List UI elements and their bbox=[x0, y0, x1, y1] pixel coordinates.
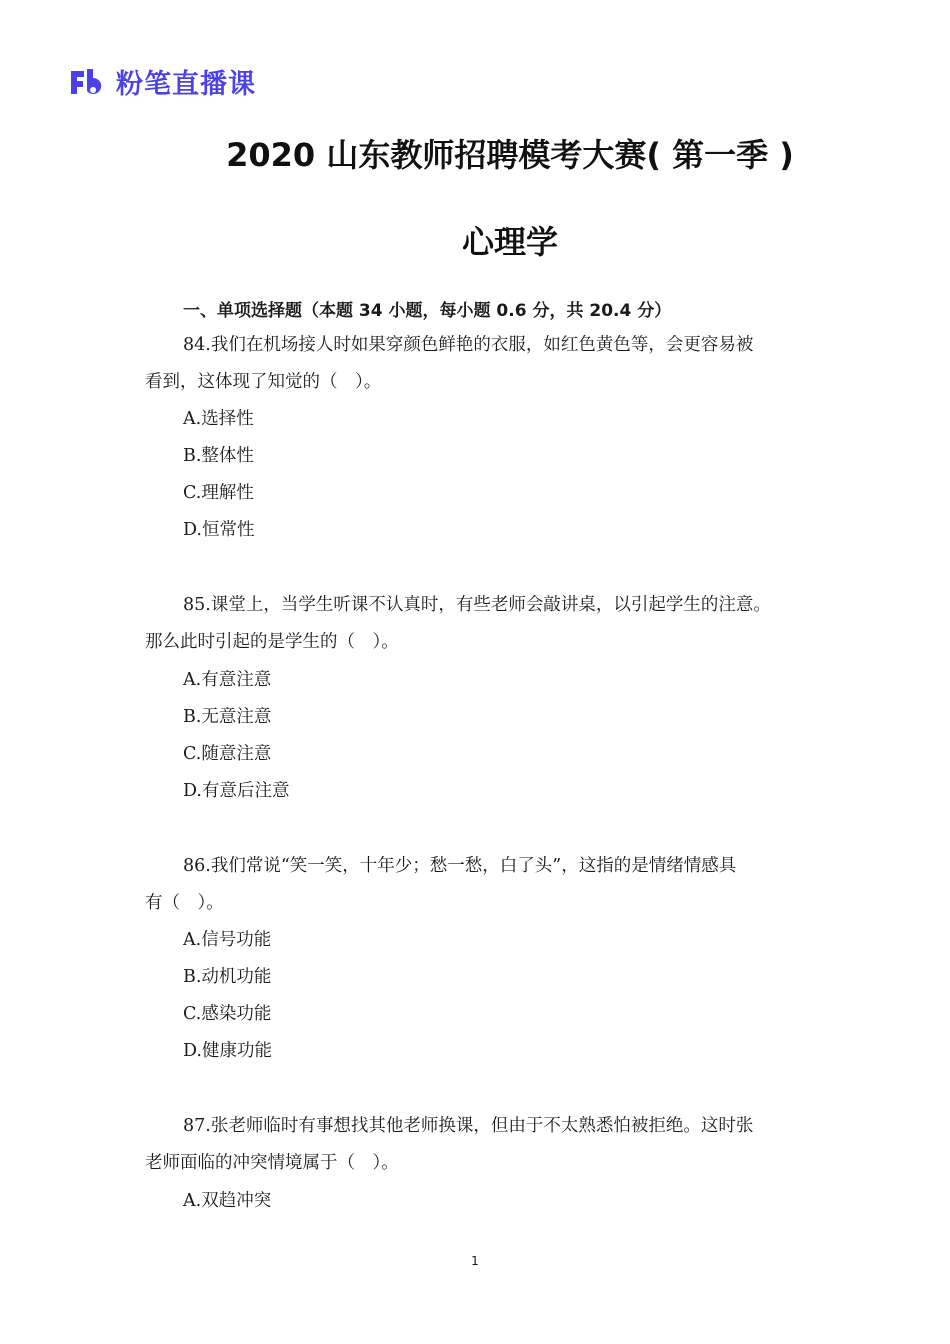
question-stem-line: 86.我们常说“笑一笑，十年少；愁一愁，白了头”，这指的是情绪情感具 bbox=[183, 856, 737, 876]
question-stem-line: 85.课堂上，当学生听课不认真时，有些老师会敲讲桌，以引起学生的注意。 bbox=[183, 595, 771, 615]
brand-logo bbox=[68, 62, 256, 101]
question-stem-line: 87.张老师临时有事想找其他老师换课，但由于不太熟悉怕被拒绝。这时张 bbox=[183, 1116, 754, 1136]
logo-text: 粉笔直播课 bbox=[116, 69, 256, 100]
option: B.动机功能 bbox=[183, 967, 272, 987]
option: C.理解性 bbox=[183, 483, 254, 503]
subject-title: 心理学 bbox=[461, 223, 558, 261]
option: A.双趋冲突 bbox=[183, 1191, 272, 1211]
option: B.整体性 bbox=[183, 446, 254, 466]
question-stem-line: 84.我们在机场接人时如果穿颜色鲜艳的衣服，如红色黄色等，会更容易被 bbox=[183, 335, 754, 355]
section-heading: 一、单项选择题（本题 34 小题，每小题 0.6 分，共 20.4 分） bbox=[183, 301, 672, 321]
option: D.恒常性 bbox=[183, 520, 255, 540]
fb-logo-icon bbox=[68, 67, 108, 97]
exam-title: 2020 山东教师招聘模考大赛( 第一季 ) bbox=[226, 136, 794, 174]
option: A.信号功能 bbox=[183, 930, 272, 950]
question-stem-line: 那么此时引起的是学生的（ ）。 bbox=[145, 632, 399, 652]
option: C.随意注意 bbox=[183, 744, 272, 764]
option: C.感染功能 bbox=[183, 1004, 272, 1024]
page-number: 1 bbox=[471, 1254, 479, 1268]
question-stem-line: 老师面临的冲突情境属于（ ）。 bbox=[145, 1153, 399, 1173]
question-stem-line: 看到，这体现了知觉的（ ）。 bbox=[145, 372, 382, 392]
question-stem-line: 有（ ）。 bbox=[145, 893, 224, 913]
option: B.无意注意 bbox=[183, 707, 272, 727]
option: A.选择性 bbox=[183, 409, 254, 429]
option: A.有意注意 bbox=[183, 670, 272, 690]
option: D.健康功能 bbox=[183, 1041, 272, 1061]
option: D.有意后注意 bbox=[183, 781, 290, 801]
